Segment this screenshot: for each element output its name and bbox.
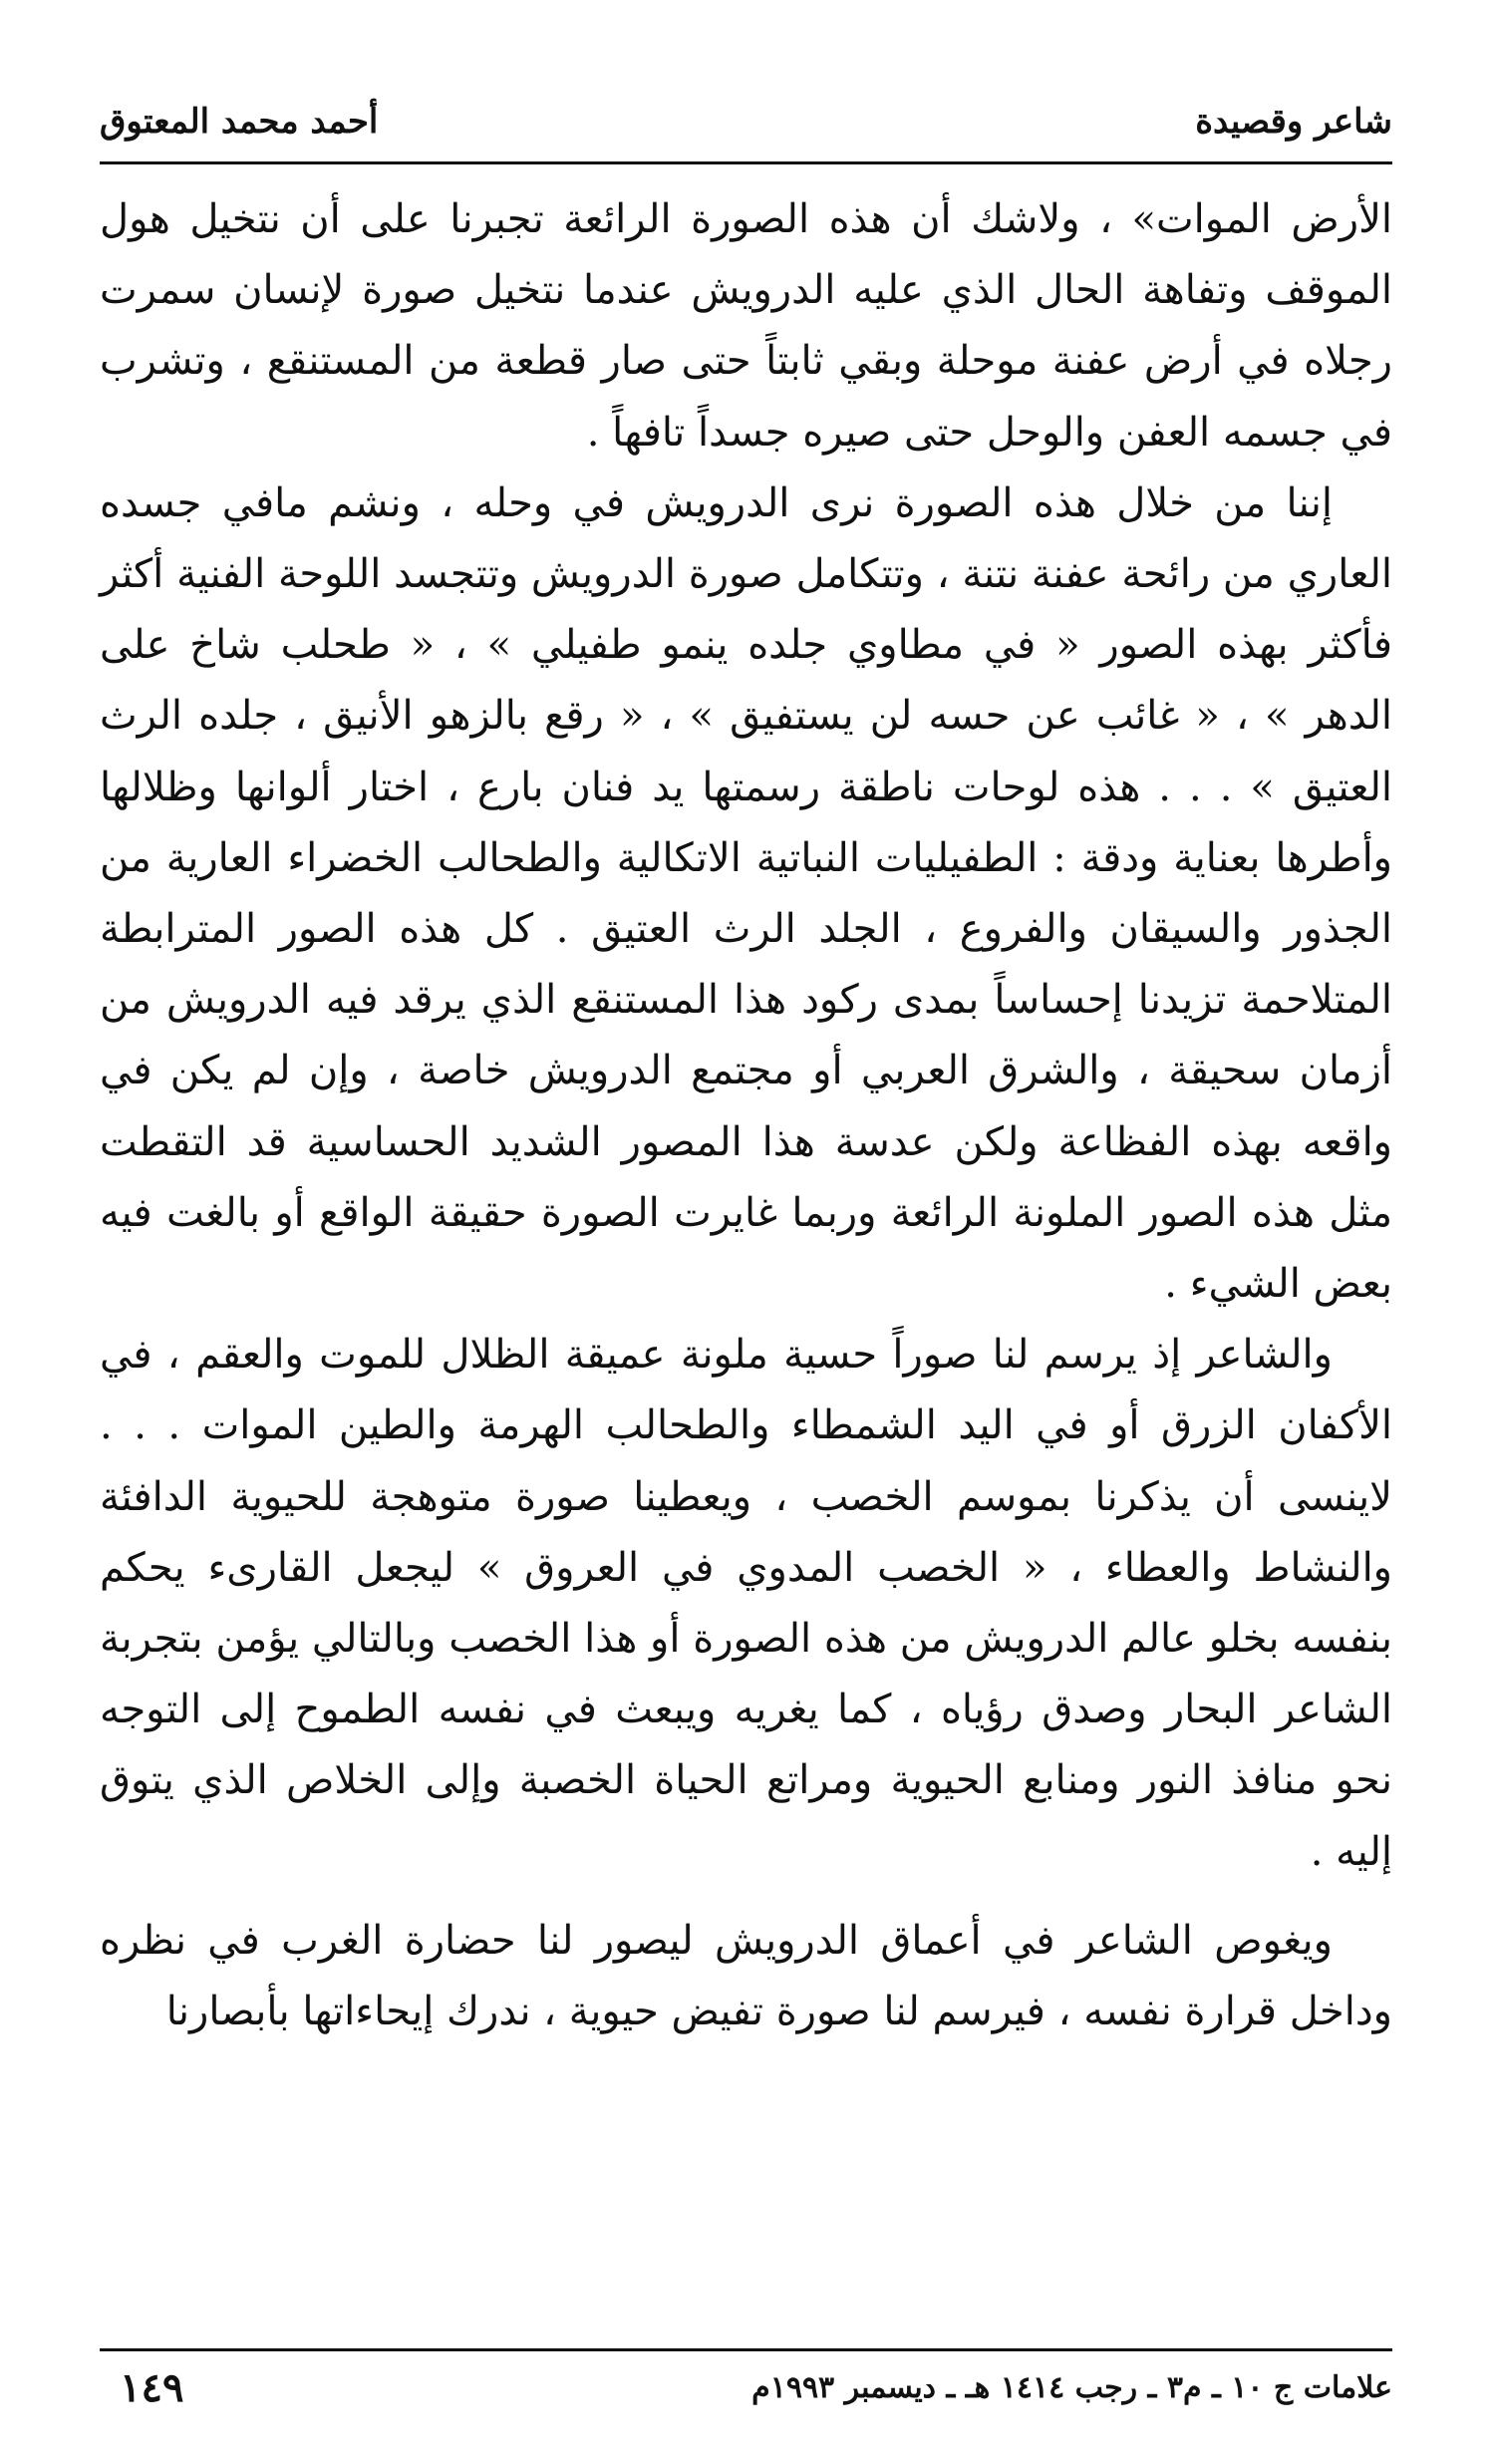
paragraph-western-civilization: ويغوص الشاعر في أعماق الدرويش ليصور لنا حضارة الغرب في نظره وداخل قرارة نفسه ، فيرسم لنا صورة تفيض حيوية ، ندرك إيحاءاتها بأبصارنا [100,1917,1392,2035]
author-name: أحمد محمد المعتوق [100,102,379,142]
running-footer [100,2364,1392,2424]
page-number: ١٤٩ [120,2364,184,2411]
journal-issue-info: علامات ج ١٠ ـ م٣ ـ رجب ١٤١٤ هـ ـ ديسمبر ١٩٩٣م [751,2370,1392,2405]
paragraph-images-analysis: إننا من خلال هذه الصورة نرى الدرويش في وحله ، ونشم مافي جسده العاري من رائحة عفنة نتنة ، وتتكامل صورة الدرويش وتتجسد اللوحة الفنية أكثر فأكثر بهذه الصور « في مطاوي جلده ينمو طفيلي » ، « طحلب شاخ على الدهر » ، « غائب عن حسه لن يستفيق » ، « رقع بالزهو الأنيق ، جلده الرث العتيق » . . . هذه لوحات ناطقة رسمتها يد فنان بارع ، اختار ألوانها وظلالها وأطرها بعناية ودقة : الطفيليات النباتية الاتكالية والطحالب الخضراء العارية من الجذور والسيقان والفروع ، الجلد الرث العتيق . كل هذه الصور المترابطة المتلاحمة تزيدنا إحساساً بمدى ركود هذا المستنقع الذي يرقد فيه الدرويش من أزمان سحيقة ، والشرق العربي أو مجتمع الدرويش خاصة ، وإن لم يكن في واقعه بهذه الفظاعة ولكن عدسة هذا المصور الشديد الحساسية قد التقطت مثل هذه الصور الملونة الرائعة وربما غايرت الصورة حقيقة الواقع أو بالغت فيه بعض الشيء . [100,479,1393,1308]
running-header [100,92,1392,152]
footer-divider [100,2348,1392,2351]
body-text [100,184,1392,2047]
paragraph-continuation: الأرض الموات» ، ولاشك أن هذه الصورة الرائعة تجبرنا على أن نتخيل هول الموقف وتفاهة الحال الذي عليه الدرويش عندما نتخيل صورة لإنسان سمرت رجلاه في أرض عفنة موحلة وبقي ثابتاً حتى صار قطعة من المستنقع ، وتشرب في جسمه العفن والوحل حتى صيره جسداً تافهاً . [100,196,1392,456]
paragraph-fertility: والشاعر إذ يرسم لنا صوراً حسية ملونة عميقة الظلال للموت والعقم ، في الأكفان الزرق أو في اليد الشمطاء والطحالب الهرمة والطين الموات . . . لاينسى أن يذكرنا بموسم الخصب ، ويعطينا صورة متوهجة للحيوية الدافئة والنشاط والعطاء ، « الخصب المدوي في العروق » ليجعل القارىء يحكم بنفسه بخلو عالم الدرويش من هذه الصورة أو هذا الخصب وبالتالي يؤمن بتجربة الشاعر البحار وصدق رؤياه ، كما يغريه ويبعث في نفسه الطموح إلى التوجه نحو منافذ النور ومنابع الحيوية ومراتع الحياة الخصبة وإلى الخلاص الذي يتوق إليه . [100,1332,1392,1875]
book-title: شاعر وقصيدة [1195,102,1392,142]
header-divider [100,161,1392,164]
